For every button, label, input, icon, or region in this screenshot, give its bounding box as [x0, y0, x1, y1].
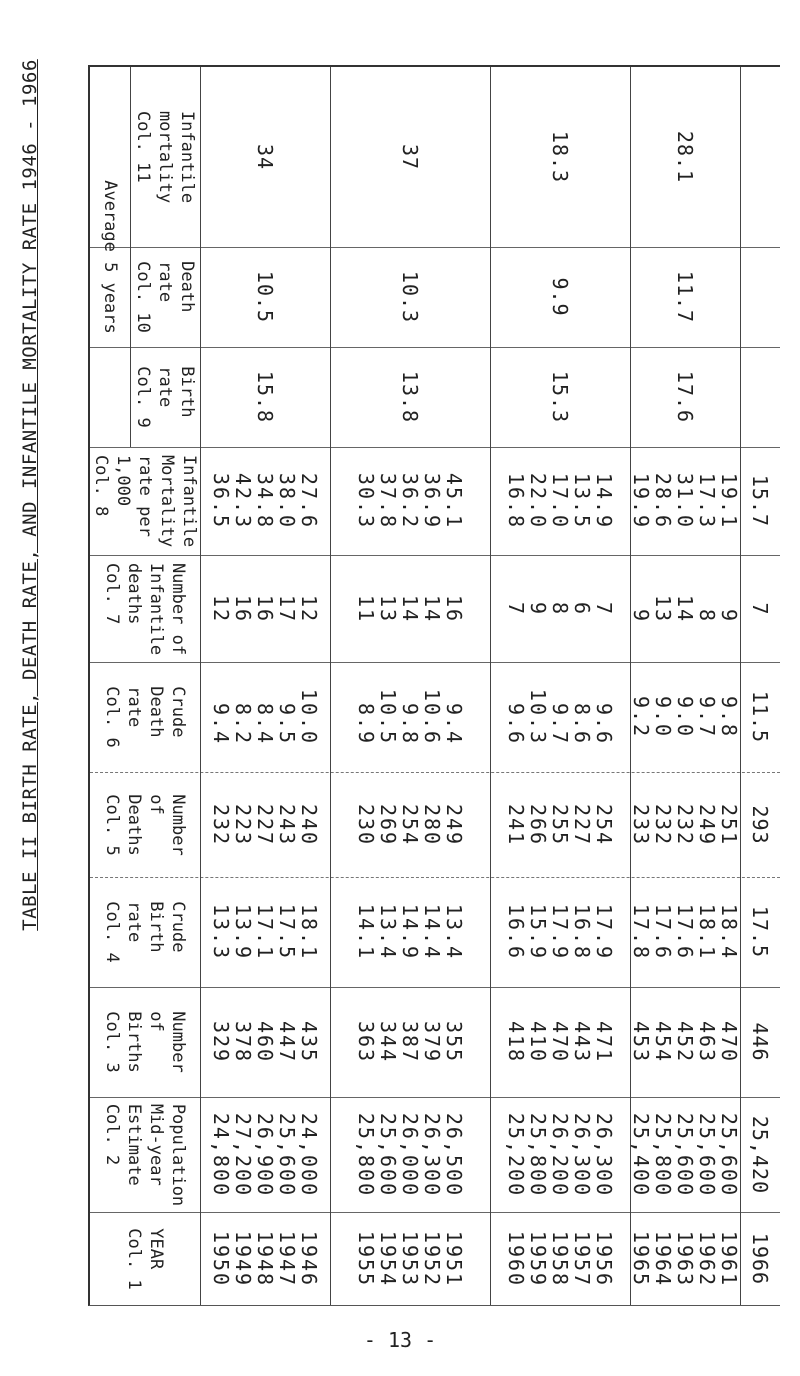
value-cell [630, 447, 740, 555]
value-text: 435 447 460 378 329 [209, 1020, 321, 1064]
value-text: 251 249 232 232 233 [629, 803, 741, 846]
value-cell [200, 877, 330, 987]
value-text: 1956 1957 1958 1959 1960 [504, 1230, 616, 1287]
value-text: 11.7 [673, 270, 697, 324]
value-cell [200, 67, 330, 247]
value-text: 13.8 [398, 370, 422, 424]
value-text: 18.4 18.1 17.6 17.6 17.8 [629, 903, 741, 961]
column-header-line: Col. 7 [102, 562, 122, 624]
column-header-line: Col. 2 [102, 1103, 122, 1165]
column-header-col3 [90, 987, 200, 1097]
value-text: 355 379 387 344 363 [354, 1020, 466, 1064]
column-header-line: Col. 3 [102, 1011, 122, 1073]
value-text: 13.4 14.4 14.9 13.4 14.1 [354, 903, 466, 961]
value-cell [330, 662, 490, 772]
value-text: 26,300 26,300 26,200 25,800 25,200 [504, 1112, 616, 1197]
column-header-line: Deaths [124, 793, 144, 856]
column-header-line: rate [124, 901, 144, 943]
value-text: 1951 1952 1953 1954 1955 [354, 1230, 466, 1287]
value-text: 18.1 17.5 17.1 13.9 13.3 [209, 903, 321, 961]
column-header-line: rate [124, 686, 144, 728]
value-text: 9.4 10.6 9.8 10.5 8.9 [354, 688, 466, 746]
column-header-line: mortality [155, 110, 175, 204]
value-text: 1961 1962 1963 1964 1965 [629, 1230, 741, 1287]
page-number: - 13 - [363, 1328, 437, 1352]
value-cell [330, 1097, 490, 1212]
value-text: 24,000 25,600 26,900 27,200 24,800 [209, 1112, 321, 1197]
column-header-col6 [90, 662, 200, 772]
value-cell [630, 877, 740, 987]
column-header-line: Mortality [157, 454, 177, 548]
value-text: 17.6 [673, 370, 697, 424]
column-header-text [101, 794, 189, 855]
value-text: 17.9 16.8 17.9 15.9 16.6 [504, 903, 616, 961]
value-text: 470 463 452 454 453 [629, 1020, 741, 1064]
column-header-text [101, 562, 189, 654]
column-header-text [101, 901, 189, 962]
value-text: 9 8 14 13 9 [629, 594, 741, 623]
column-header-line: deaths [124, 562, 144, 624]
column-header-line: Col. 4 [102, 901, 122, 963]
value-text: 18.3 [548, 130, 572, 184]
data-table [88, 65, 780, 1306]
value-text: 11.5 [748, 690, 772, 744]
column-header-line: Col. 11 [133, 110, 153, 183]
value-cell [200, 1212, 330, 1305]
value-cell [490, 987, 630, 1097]
value-cell [490, 247, 630, 347]
column-header-text [90, 455, 200, 547]
value-text: 471 443 470 410 418 [504, 1020, 616, 1064]
column-header-col8 [90, 447, 200, 555]
value-cell [740, 1097, 780, 1212]
value-text: 27.6 38.0 34.8 42.3 36.5 [209, 472, 321, 530]
value-cell [740, 1212, 780, 1305]
value-cell [630, 772, 740, 877]
value-cell [330, 447, 490, 555]
value-cell [740, 987, 780, 1097]
value-text: 15.7 [748, 474, 772, 528]
column-header-col4 [90, 877, 200, 987]
value-text: 26,500 26,300 26,000 25,600 25,800 [354, 1112, 466, 1197]
value-text: 249 280 254 269 230 [354, 803, 466, 846]
value-cell [200, 772, 330, 877]
column-header-col11 [130, 67, 200, 247]
column-header-line: Death [146, 686, 166, 738]
column-header-line: Birth [146, 901, 166, 953]
column-header-line: 1,000 [113, 454, 133, 507]
column-header-line: Col. 6 [102, 686, 122, 748]
value-cell [630, 347, 740, 447]
value-cell [490, 555, 630, 662]
column-header-col2 [90, 1097, 200, 1212]
column-header-line: Death [177, 261, 197, 313]
value-text: 9.8 9.7 9.0 9.0 9.2 [629, 695, 741, 739]
column-header-line: Number [168, 793, 188, 856]
value-cell [330, 67, 490, 247]
value-cell [490, 877, 630, 987]
column-header-line: of [146, 793, 166, 815]
column-header-text [132, 111, 198, 203]
column-header-line: Mid-year [146, 1103, 166, 1186]
value-text: 254 227 255 266 241 [504, 803, 616, 846]
column-header-line: Population [168, 1103, 188, 1206]
value-cell [330, 1212, 490, 1305]
value-cell [490, 447, 630, 555]
value-cell [200, 347, 330, 447]
column-header-line: Col. 8 [91, 454, 111, 517]
value-text: 1946 1947 1948 1949 1950 [209, 1230, 321, 1287]
column-header-line: Infantile [146, 562, 166, 655]
value-text: 25,600 25,600 25,600 25,800 25,400 [629, 1112, 741, 1197]
value-text: 15.3 [548, 370, 572, 424]
value-cell [740, 662, 780, 772]
value-text: 1966 [748, 1232, 772, 1285]
value-text: 28.1 [673, 130, 697, 184]
column-header-text [101, 686, 189, 747]
value-cell [740, 447, 780, 555]
value-text: 293 [748, 804, 772, 845]
value-text: 12 17 16 16 12 [209, 594, 321, 623]
column-header-col1 [90, 1212, 200, 1305]
value-text: 17.5 [748, 905, 772, 959]
column-header-line: Number of [168, 562, 188, 655]
column-header-text [132, 366, 198, 427]
column-header-line: Col. 10 [133, 261, 153, 333]
value-cell [490, 772, 630, 877]
value-text: 240 243 227 223 232 [209, 803, 321, 846]
column-header-text [101, 1011, 189, 1072]
value-text: 37 [398, 143, 422, 171]
value-cell [490, 347, 630, 447]
value-cell [630, 555, 740, 662]
value-text: 14.9 13.5 17.0 22.0 16.8 [504, 472, 616, 530]
value-text: 10.3 [398, 270, 422, 324]
column-header-col10 [130, 247, 200, 347]
value-text: 10.5 [253, 270, 277, 324]
column-header-col7 [90, 555, 200, 662]
value-cell [630, 1212, 740, 1305]
value-cell [200, 662, 330, 772]
column-header-text [101, 1103, 189, 1205]
column-header-col9 [130, 347, 200, 447]
column-header-line: rate per [135, 454, 155, 537]
value-cell [200, 555, 330, 662]
value-text: 9.9 [548, 277, 572, 317]
column-header-text [132, 261, 198, 333]
column-header-col5 [90, 772, 200, 877]
value-cell [330, 987, 490, 1097]
column-header-line: Birth [177, 366, 197, 418]
value-cell [490, 67, 630, 247]
value-cell [490, 662, 630, 772]
value-text: 7 6 8 9 7 [504, 601, 616, 616]
value-cell [630, 662, 740, 772]
value-cell [200, 447, 330, 555]
value-text: 25,420 [748, 1115, 772, 1194]
column-header-line: Infantile [177, 110, 197, 204]
column-header-line: rate [155, 366, 175, 408]
value-cell [330, 247, 490, 347]
value-cell [330, 877, 490, 987]
value-text: 34 [253, 143, 277, 171]
column-header-line: of [146, 1011, 166, 1032]
value-text: 16 14 14 13 11 [354, 594, 466, 623]
average-group-header [90, 67, 130, 447]
column-header-line: Col. 9 [133, 366, 153, 428]
average-group-label: Average 5 years [100, 180, 120, 334]
value-cell [630, 247, 740, 347]
value-cell [490, 1212, 630, 1305]
value-text: 446 [748, 1022, 772, 1062]
value-cell [740, 877, 780, 987]
value-cell [330, 555, 490, 662]
column-header-line: YEAR [146, 1227, 166, 1269]
value-text: 45.1 36.9 36.2 37.8 30.3 [354, 472, 466, 530]
column-header-line: Estimate [124, 1103, 144, 1186]
value-cell [330, 772, 490, 877]
value-cell [200, 987, 330, 1097]
column-header-line: Crude [168, 686, 188, 738]
column-header-text [123, 1228, 167, 1289]
column-header-line: Col. 5 [102, 793, 122, 856]
value-cell [490, 1097, 630, 1212]
value-cell [630, 1097, 740, 1212]
value-cell [740, 772, 780, 877]
value-text: 9.6 8.6 9.7 10.3 9.6 [504, 688, 616, 746]
value-text: 15.8 [253, 370, 277, 424]
value-cell [200, 1097, 330, 1212]
column-header-line: Births [124, 1011, 144, 1073]
column-header-line: Number [168, 1011, 188, 1073]
value-text: 10.0 9.5 8.4 8.2 9.4 [209, 688, 321, 746]
column-header-line: Crude [168, 901, 188, 953]
column-header-line: Infantile [179, 454, 199, 548]
column-header-line: Col. 1 [124, 1227, 144, 1290]
value-cell [200, 247, 330, 347]
value-cell [630, 67, 740, 247]
table-title: TABLE II BIRTH RATE, DEATH RATE, AND INFANTILE MORTALITY RATE 1946 - 1966 [19, 59, 41, 931]
value-text: 7 [748, 601, 772, 616]
column-header-line: rate [155, 261, 175, 303]
value-text: 19.1 17.3 31.0 28.6 19.9 [629, 472, 741, 530]
value-cell [740, 555, 780, 662]
value-cell [330, 347, 490, 447]
value-cell [630, 987, 740, 1097]
